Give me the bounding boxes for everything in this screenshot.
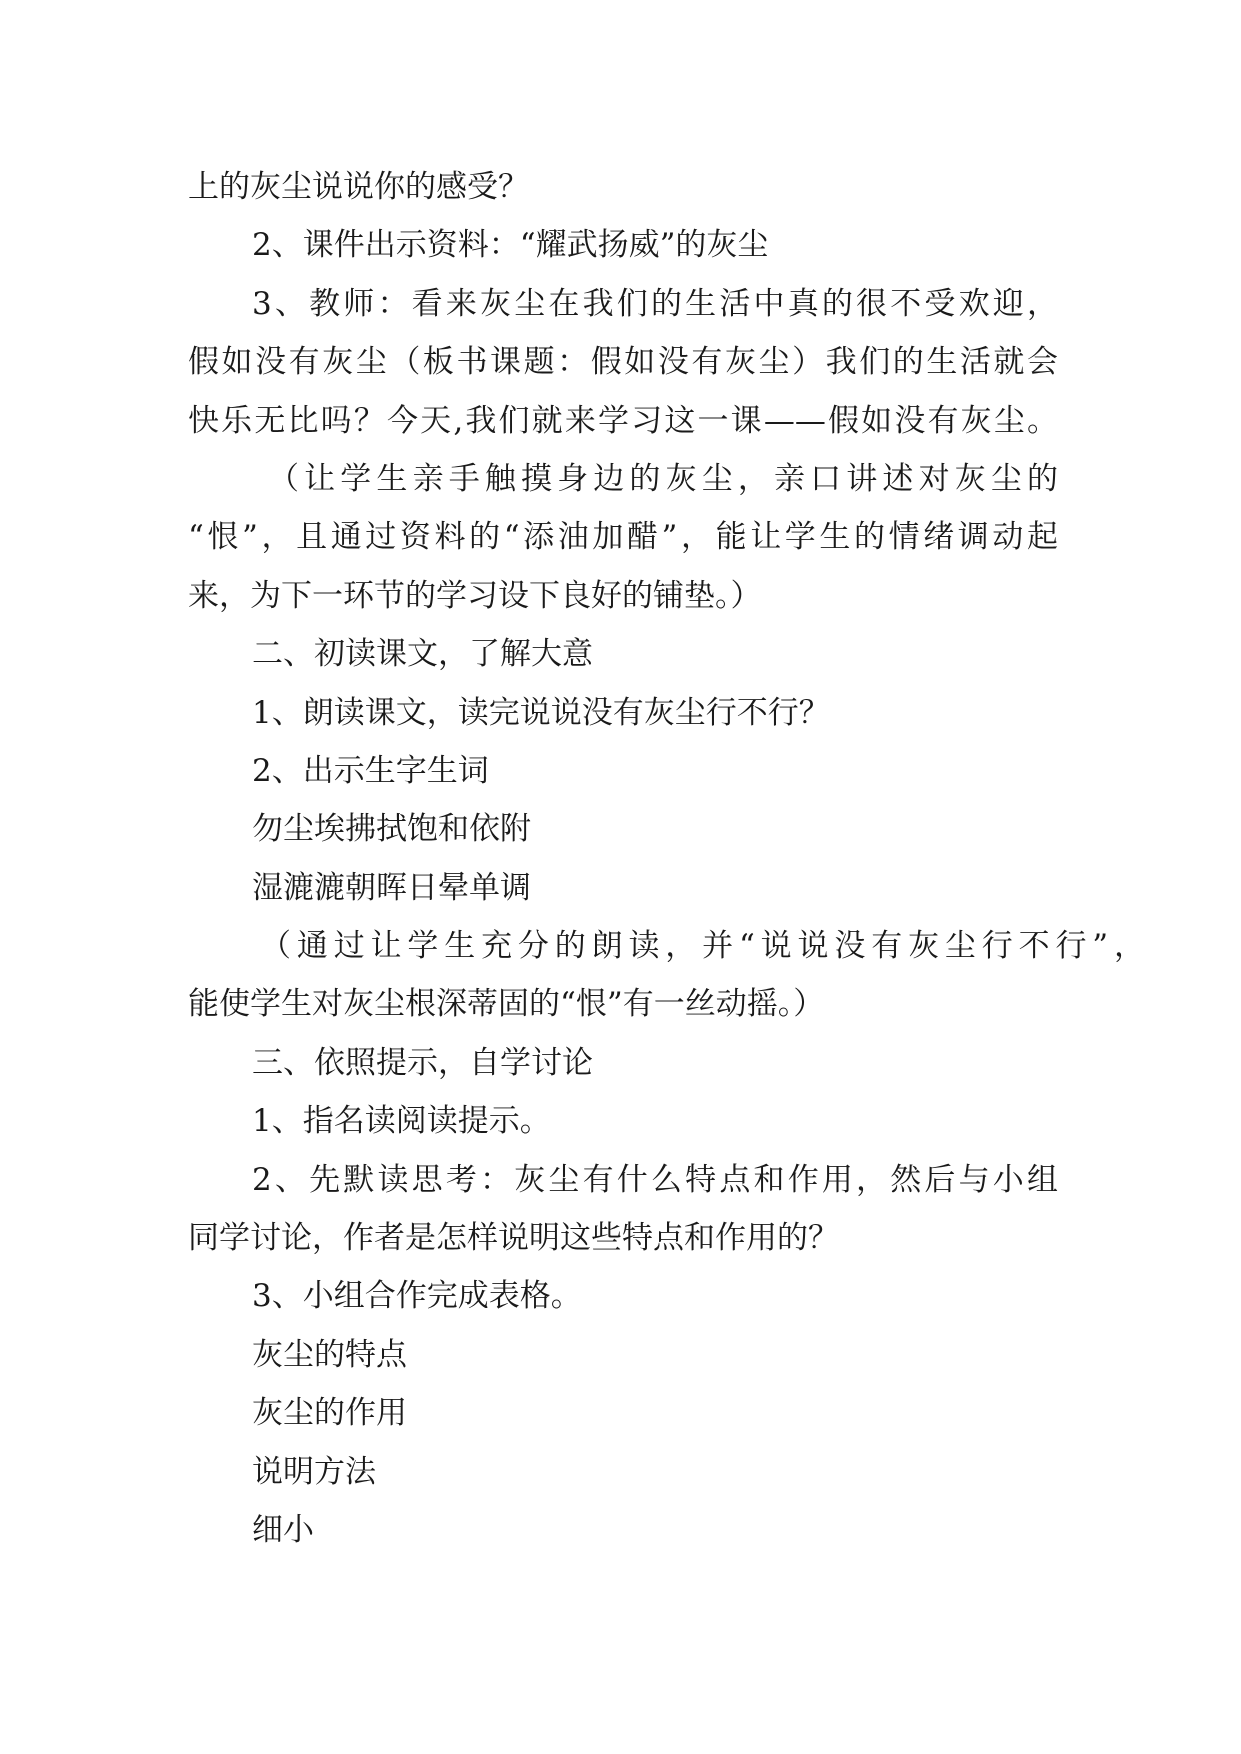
section-heading: 三、依照提示，自学讨论 (252, 1044, 593, 1081)
vocabulary-line: 湿漉漉朝晖日晕单调 (252, 869, 531, 906)
section-heading: 二、初读课文，了解大意 (252, 636, 593, 673)
paragraph-line: 1、指名读阅读提示。 (252, 1103, 551, 1140)
document-body (188, 158, 1145, 1559)
paragraph-line: 2、出示生字生词 (252, 752, 489, 789)
paragraph-line: 3、小组合作完成表格。 (252, 1278, 582, 1315)
table-item: 说明方法 (252, 1453, 376, 1490)
paragraph-line: 2、课件出示资料：“耀武扬威”的灰尘 (252, 227, 769, 264)
paragraph-line: 假如没有灰尘（板书课题：假如没有灰尘）我们的生活就会 (188, 344, 1058, 381)
table-item: 细小 (252, 1511, 314, 1548)
annotation-line: “恨”，且通过资料的“添油加醋”，能让学生的情绪调动起 (188, 519, 1058, 556)
vocabulary-line: 勿尘埃拂拭饱和依附 (252, 811, 531, 848)
annotation-line: 能使学生对灰尘根深蒂固的“恨”有一丝动摇。） (188, 986, 825, 1023)
annotation-line: 来，为下一环节的学习设下良好的铺垫。） (188, 577, 762, 614)
paragraph-line: 1、朗读课文，读完说说没有灰尘行不行？ (252, 694, 830, 731)
paragraph-line: 同学讨论，作者是怎样说明这些特点和作用的？ (188, 1220, 839, 1257)
paragraph-line: 上的灰尘说说你的感受？ (188, 169, 529, 205)
annotation-line: （通过让学生充分的朗读，并“说说没有灰尘行不行”， (260, 928, 1145, 965)
table-item: 灰尘的作用 (252, 1395, 407, 1432)
paragraph-line: 3、教师：看来灰尘在我们的生活中真的很不受欢迎， (252, 285, 1058, 322)
annotation-line: （让学生亲手触摸身边的灰尘，亲口讲述对灰尘的 (268, 460, 1058, 497)
paragraph-line: 快乐无比吗？今天,我们就来学习这一课——假如没有灰尘。 (188, 402, 1058, 439)
paragraph-line: 2、先默读思考：灰尘有什么特点和作用，然后与小组 (252, 1161, 1058, 1198)
table-item: 灰尘的特点 (252, 1336, 407, 1373)
